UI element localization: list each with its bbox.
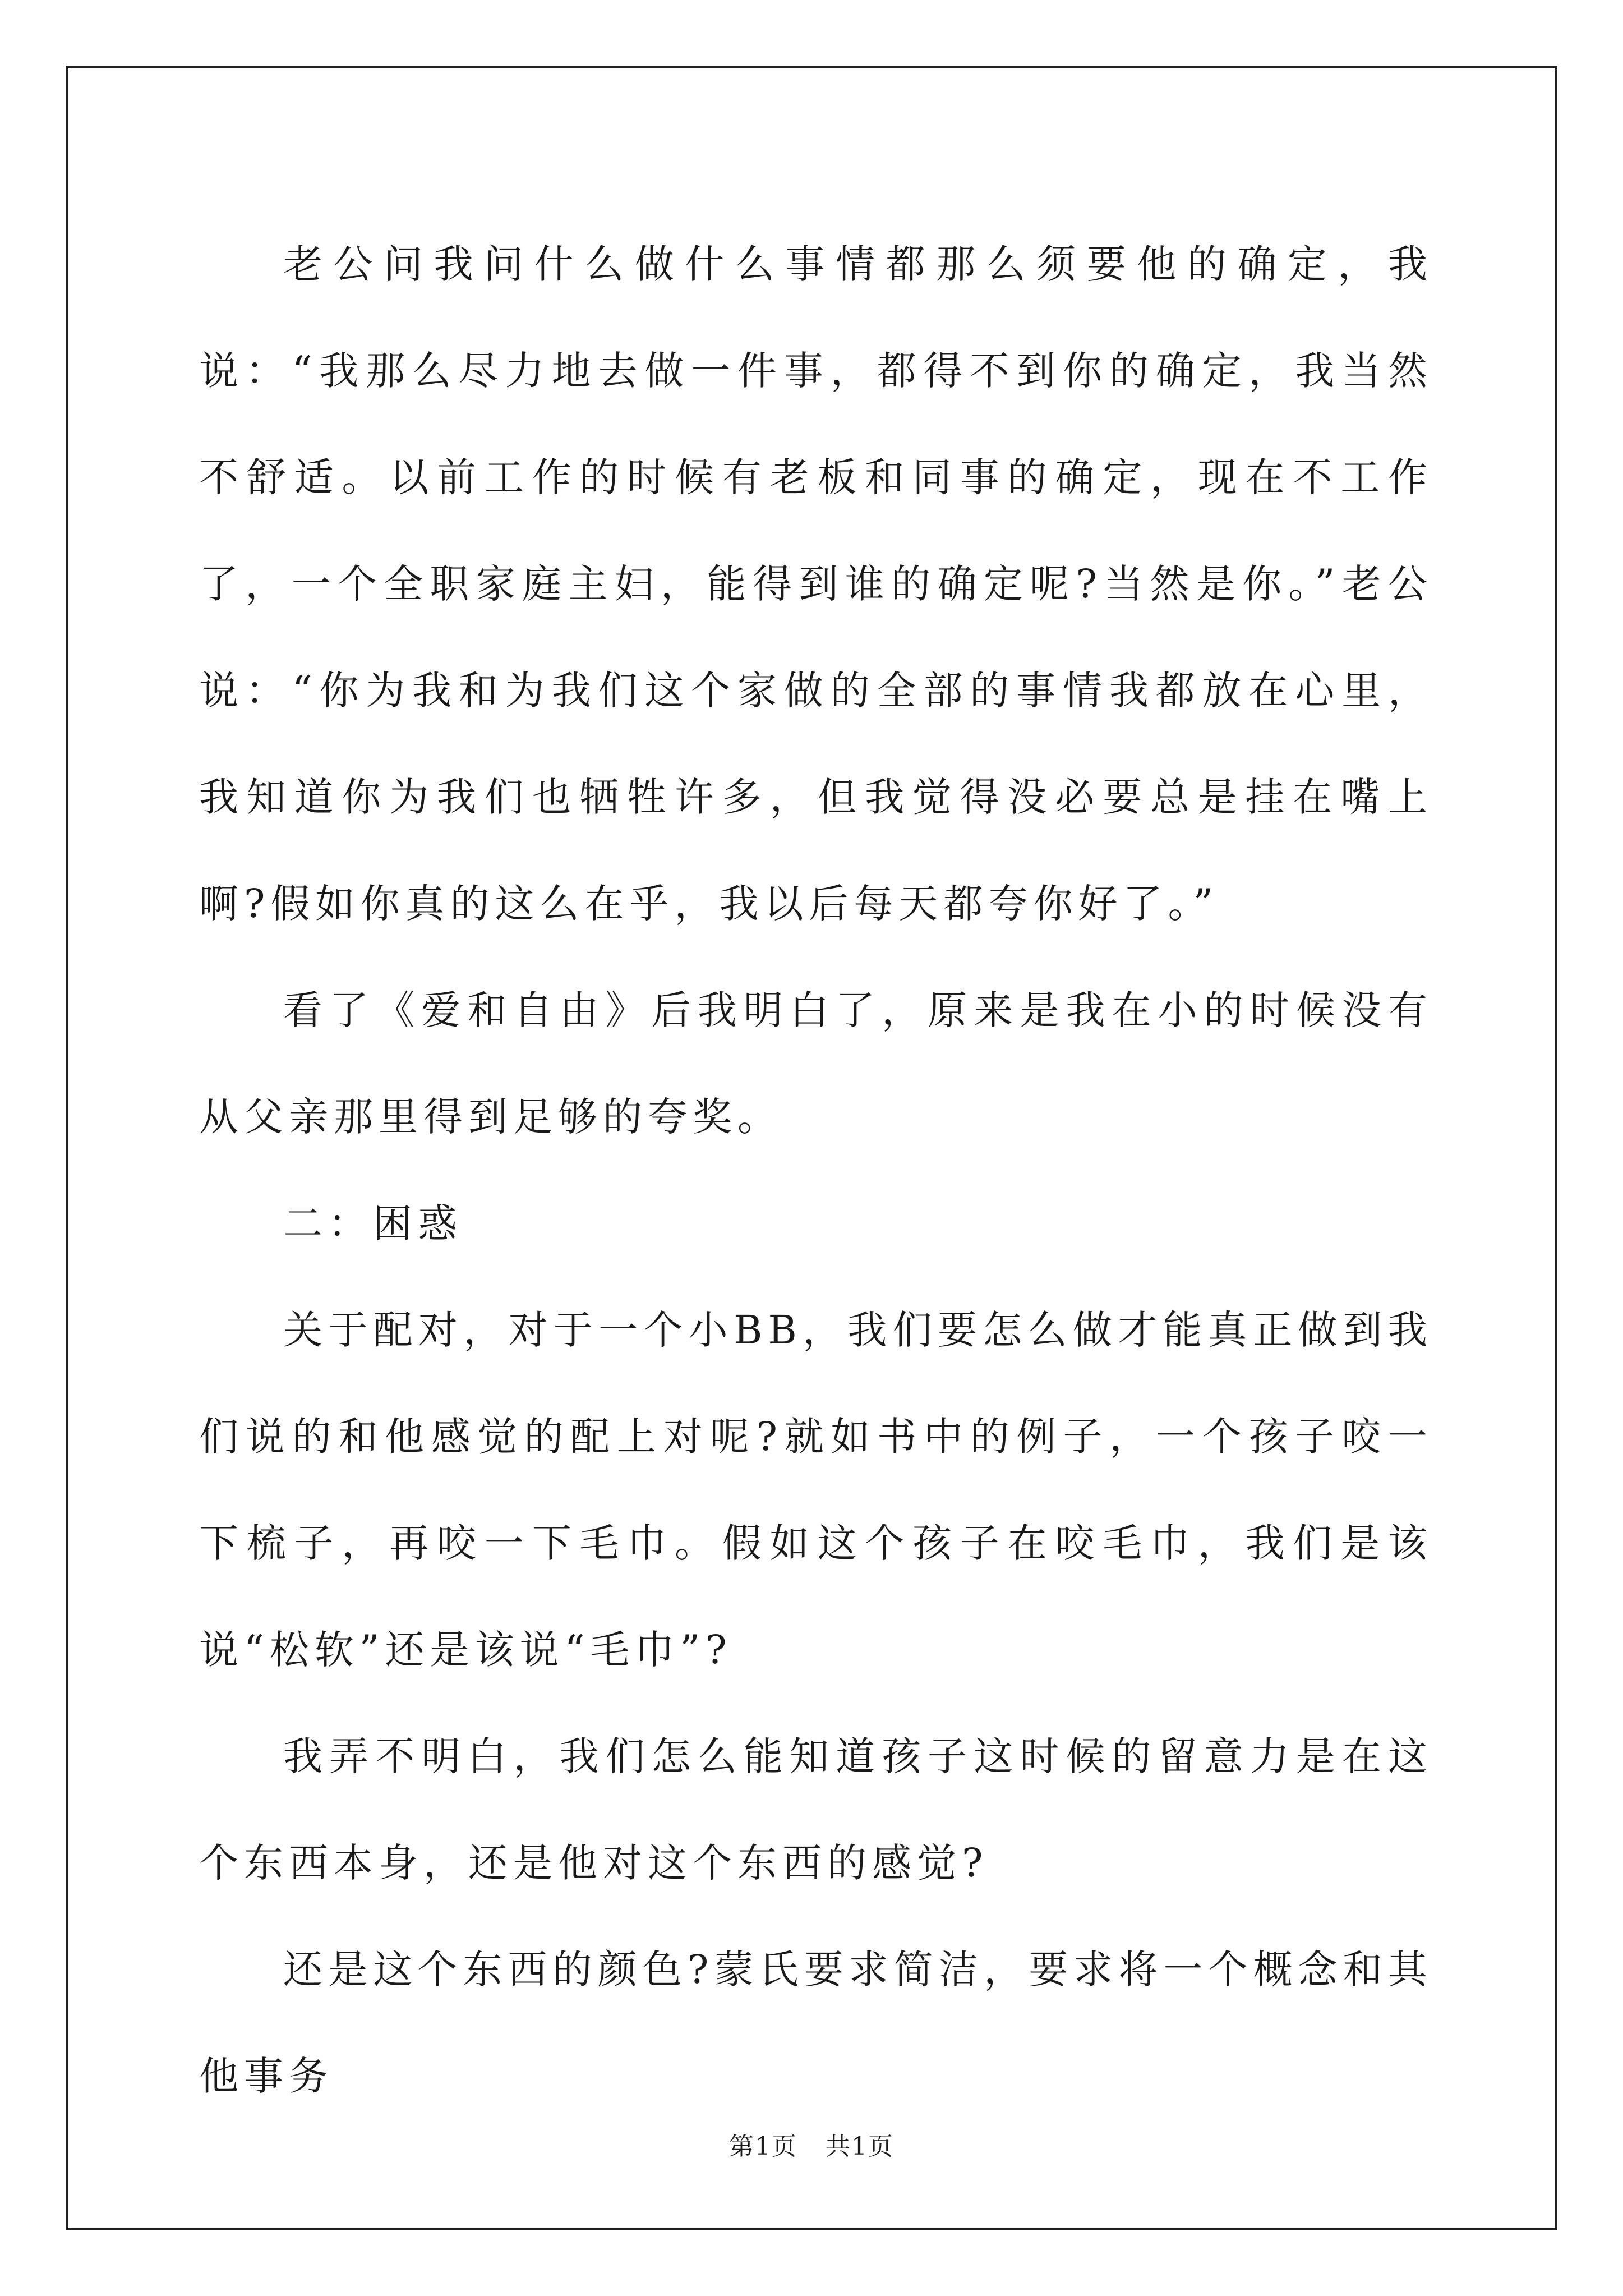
document-body — [199, 211, 1433, 2129]
page-footer — [0, 2130, 1623, 2164]
paragraph-1: 老公问我问什么做什么事情都那么须要他的确定，我说：“我那么尽力地去做一件事，都得不到你的确定，我当然不舒适。以前工作的时候有老板和同事的确定，现在不工作了，一个全职家庭主妇，能得到谁的确定呢?当然是你。”老公说：“你为我和为我们这个家做的全部的事情我都放在心里，我知道你为我们也牺牲许多，但我觉得没必要总是挂在嘴上啊?假如你真的这么在乎，我以后每天都夸你好了。” — [199, 241, 1433, 927]
paragraph-4: 我弄不明白，我们怎么能知道孩子这时候的留意力是在这个东西本身，还是他对这个东西的感觉? — [199, 1733, 1433, 1886]
paragraph-3: 关于配对，对于一个小BB，我们要怎么做才能真正做到我们说的和他感觉的配上对呢?就如书中的例子，一个孩子咬一下梳子，再咬一下毛巾。假如这个孩子在咬毛巾，我们是该说“松软”还是该说“毛巾”? — [199, 1307, 1433, 1673]
paragraph-5: 还是这个东西的颜色?蒙氏要求简洁，要求将一个概念和其他事务 — [199, 1947, 1433, 2099]
page-total: 共1页 — [826, 2132, 894, 2161]
page-number: 第1页 — [729, 2132, 797, 2161]
paragraph-2: 看了《爱和自由》后我明白了，原来是我在小的时候没有从父亲那里得到足够的夸奖。 — [199, 987, 1433, 1140]
section-heading: 二：困惑 — [283, 1200, 463, 1246]
